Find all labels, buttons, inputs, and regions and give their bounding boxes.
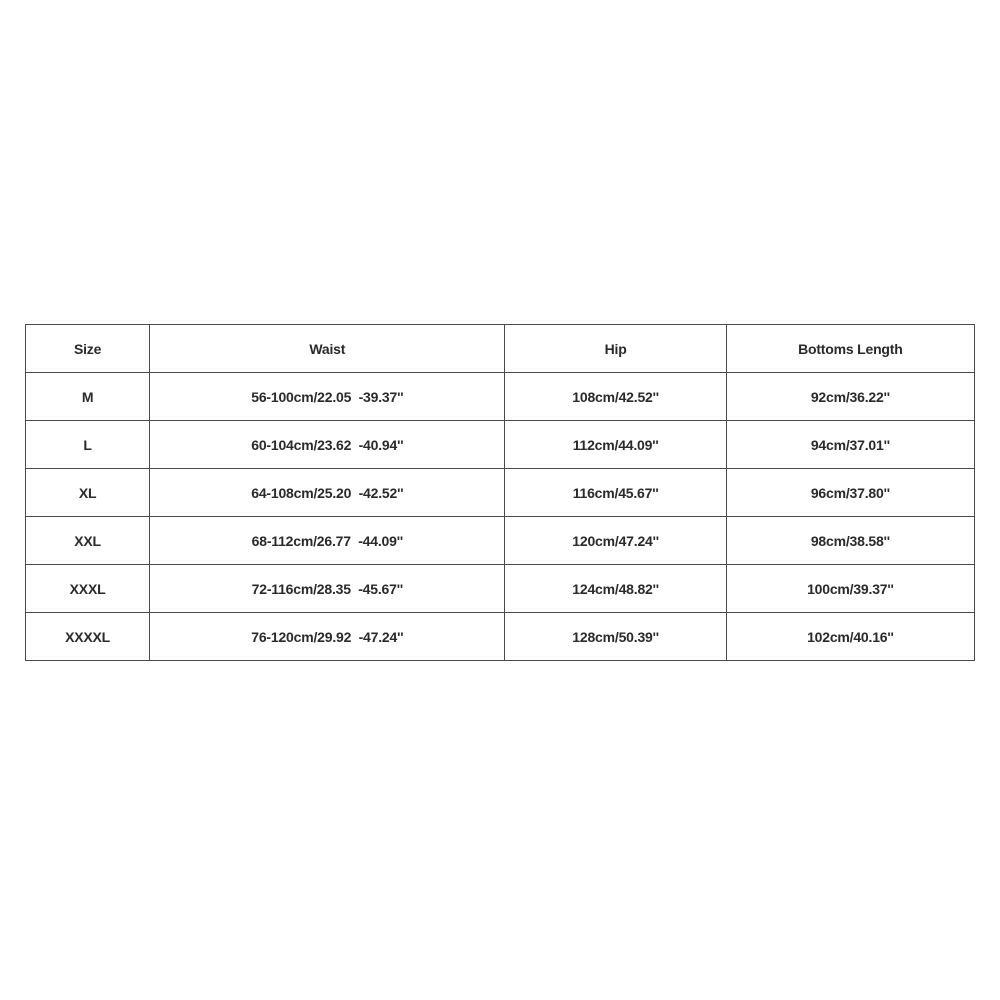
cell-hip: 112cm/44.09'' xyxy=(505,421,726,469)
cell-size: XXL xyxy=(26,517,150,565)
cell-bottoms-length: 98cm/38.58'' xyxy=(726,517,974,565)
table-row xyxy=(26,517,975,565)
table-row xyxy=(26,613,975,661)
table-row xyxy=(26,373,975,421)
cell-bottoms-length: 102cm/40.16'' xyxy=(726,613,974,661)
header-row xyxy=(26,325,975,373)
cell-hip: 108cm/42.52'' xyxy=(505,373,726,421)
cell-bottoms-length: 92cm/36.22'' xyxy=(726,373,974,421)
size-chart-table xyxy=(25,324,975,661)
cell-bottoms-length: 96cm/37.80'' xyxy=(726,469,974,517)
header-bottoms-length: Bottoms Length xyxy=(726,325,974,373)
cell-hip: 116cm/45.67'' xyxy=(505,469,726,517)
header-hip: Hip xyxy=(505,325,726,373)
cell-waist: 64-108cm/25.20 -42.52'' xyxy=(150,469,505,517)
cell-size: L xyxy=(26,421,150,469)
table-header xyxy=(26,325,975,373)
cell-waist: 56-100cm/22.05 -39.37'' xyxy=(150,373,505,421)
cell-size: XXXXL xyxy=(26,613,150,661)
cell-waist: 76-120cm/29.92 -47.24'' xyxy=(150,613,505,661)
cell-waist: 72-116cm/28.35 -45.67'' xyxy=(150,565,505,613)
cell-bottoms-length: 100cm/39.37'' xyxy=(726,565,974,613)
table-row xyxy=(26,565,975,613)
header-size: Size xyxy=(26,325,150,373)
cell-hip: 128cm/50.39'' xyxy=(505,613,726,661)
cell-hip: 120cm/47.24'' xyxy=(505,517,726,565)
cell-size: M xyxy=(26,373,150,421)
table-body xyxy=(26,373,975,661)
cell-size: XXXL xyxy=(26,565,150,613)
cell-waist: 60-104cm/23.62 -40.94'' xyxy=(150,421,505,469)
cell-waist: 68-112cm/26.77 -44.09'' xyxy=(150,517,505,565)
cell-hip: 124cm/48.82'' xyxy=(505,565,726,613)
table-row xyxy=(26,469,975,517)
cell-bottoms-length: 94cm/37.01'' xyxy=(726,421,974,469)
cell-size: XL xyxy=(26,469,150,517)
table-row xyxy=(26,421,975,469)
header-waist: Waist xyxy=(150,325,505,373)
